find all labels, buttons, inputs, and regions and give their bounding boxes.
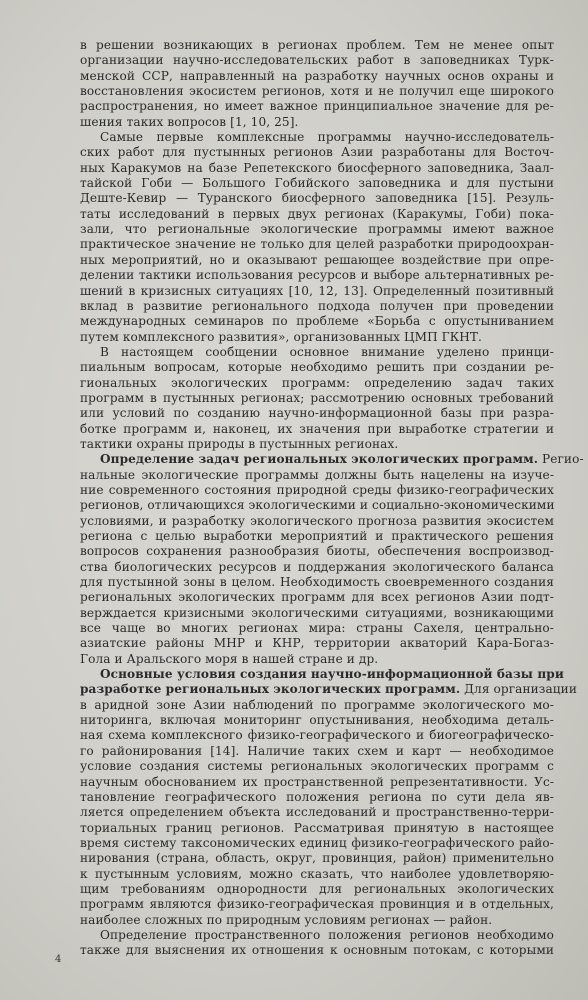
section-heading-continued: разработке региональных экологических программ. <box>80 682 461 697</box>
paragraph-3 <box>80 345 554 452</box>
text-line: все чаще во многих регионах мира: страны Сахеля, центрально- <box>80 621 554 636</box>
paragraph-6 <box>80 928 554 959</box>
text-line: организации научно-исследовательских работ в заповедниках Турк- <box>80 53 554 68</box>
text-line: пиальным вопросам, которые необходимо решить при создании ре- <box>80 360 554 375</box>
text-line: го районирования [14]. Наличие таких схем и карт — необходимое <box>80 743 554 758</box>
text-line: делении тактики использования ресурсов и выборе альтернативных ре- <box>80 268 554 283</box>
text-line: нирования (страна, область, округ, провинция, район) применительно <box>80 851 554 866</box>
text-line: тановление географического положения региона по сути дела яв- <box>80 789 554 804</box>
text-line: программ являются физико-географическая провинция и в отдельных, <box>80 897 554 912</box>
text-line: ских работ для пустынных регионов Азии разработаны для Восточ- <box>80 145 554 160</box>
text-line: распространения, но имеет важное принципиальное значение для ре- <box>80 99 554 114</box>
text-line: таты исследований в первых двух регионах (Каракумы, Гоби) пока- <box>80 206 554 221</box>
text-line: путем комплексного развития», организованных ЦМП ГКНТ. <box>80 329 482 344</box>
text-line: ства биологических ресурсов и поддержания экологического баланса <box>80 559 554 574</box>
text-line: программ в пустынных регионах; рассмотрению основных требований <box>80 390 554 405</box>
text-line: условие создания системы региональных экологических программ с <box>80 759 554 774</box>
text-line: к пустынным условиям, можно сказать, что наиболее удовлетворяю- <box>80 866 554 881</box>
text-line: ных мероприятий, но и оказывают решающее воздействие при опре- <box>80 252 554 267</box>
text-line: вклад в развитие регионального подхода получен при проведении <box>80 298 554 313</box>
text-line: азиатские районы МНР и КНР, территории акваторий Кара-Богаз- <box>80 636 554 651</box>
text-line: верждается кризисными экологическими ситуациями, возникающими <box>80 605 554 620</box>
text-line: тайской Гоби — Большого Гобийского заповедника и для пустыни <box>80 176 554 191</box>
text-line <box>80 682 577 697</box>
paragraph-5 <box>80 667 577 928</box>
text-line: ториальных границ регионов. Рассматривая принятую в настоящее <box>80 820 554 835</box>
text-line: ботке программ и, наконец, их значения при выработке стратегии и <box>80 421 554 436</box>
text-line: гиональных экологических программ: определению задач таких <box>80 375 554 390</box>
text-line: Гола и Аральского моря в нашей стране и др. <box>80 651 379 666</box>
page-number: 4 <box>55 954 62 965</box>
section-heading: Основные условия создания научно-информационной базы при <box>100 667 564 682</box>
text-line: менской ССР, направленный на разработку научных основ охраны и <box>80 68 554 83</box>
text-line: вопросов сохранения разнообразия биоты, обеспечения воспроизвод- <box>80 544 554 559</box>
text-line: шений в кризисных ситуациях [10, 12, 13]. Определенный позитивный <box>80 283 554 298</box>
text-line: научным обоснованием их пространственной репрезентативности. Ус- <box>80 774 554 789</box>
text-line: региона с целью выработки мероприятий и практического решения <box>80 529 554 543</box>
text-line: восстановления экосистем регионов, хотя и не получил еще широкого <box>80 84 554 99</box>
text-line: в решении возникающих в регионах проблем. Тем не менее опыт <box>80 38 554 52</box>
text-line: зали, что региональные экологические программы имеют важное <box>80 222 554 237</box>
body-text <box>80 38 584 959</box>
text-line: ная схема комплексного физико-географического и биогеографическо- <box>80 728 554 743</box>
text-line: щим требованиям однородности для региональных экологических <box>80 881 554 896</box>
text-line: или условий по созданию научно-информационной базы при разра- <box>80 406 554 421</box>
paragraph-1 <box>80 38 554 130</box>
text-line: ниторинга, включая мониторинг опустынивания, необходима деталь- <box>80 713 554 728</box>
text-line: международных семинаров по проблеме «Борьба с опустыниванием <box>80 314 554 329</box>
text-line: также для выяснения их отношения к основным потокам, с которыми <box>80 943 554 958</box>
text-line: региональных экологических программ для всех регионов Азии подт- <box>80 590 554 605</box>
text-run: Для организации <box>460 682 577 697</box>
text-line: практическое значение не только для целей разработки природоохран- <box>80 237 554 252</box>
text-run: Регио- <box>538 452 584 467</box>
text-line: ние современного состояния природной среды физико-географических <box>80 482 554 497</box>
text-line: В настоящем сообщении основное внимание уделено принци- <box>100 344 554 359</box>
text-line: Деште-Кевир — Туранского биосферного заповедника [15]. Резуль- <box>80 191 554 206</box>
text-line: условиями, и разработку экологического прогноза развития экосистем <box>80 513 554 528</box>
text-line: ляется определением объекта исследований и пространственно-терри- <box>80 805 554 820</box>
text-line: в аридной зоне Азии наблюдений по программе экологического мо- <box>80 697 554 712</box>
text-line: тактики охраны природы в пустынных регионах. <box>80 436 399 451</box>
text-line: нальные экологические программы должны быть нацелены на изуче- <box>80 467 554 482</box>
paragraph-2 <box>80 130 554 345</box>
text-line <box>80 452 584 467</box>
text-line: для пустынной зоны в целом. Необходимость своевременного создания <box>80 575 554 590</box>
paragraph-4 <box>80 452 584 667</box>
text-line: шения таких вопросов [1, 10, 25]. <box>80 114 299 129</box>
text-line: Определение пространственного положения регионов необходимо <box>100 927 554 942</box>
text-line: время систему таксономических единиц физико-географического райо- <box>80 835 554 850</box>
text-line: регионов, отличающихся экологическими и социально-экономическими <box>80 498 555 513</box>
text-line: Самые первые комплексные программы научно-исследователь- <box>100 130 554 145</box>
text-line: наиболее сложных по природным условиям регионах — район. <box>80 912 493 927</box>
section-heading: Определение задач региональных экологических программ. <box>100 452 539 467</box>
text-line: ных Каракумов на базе Репетекского биосферного заповедника, Заал- <box>80 160 554 175</box>
